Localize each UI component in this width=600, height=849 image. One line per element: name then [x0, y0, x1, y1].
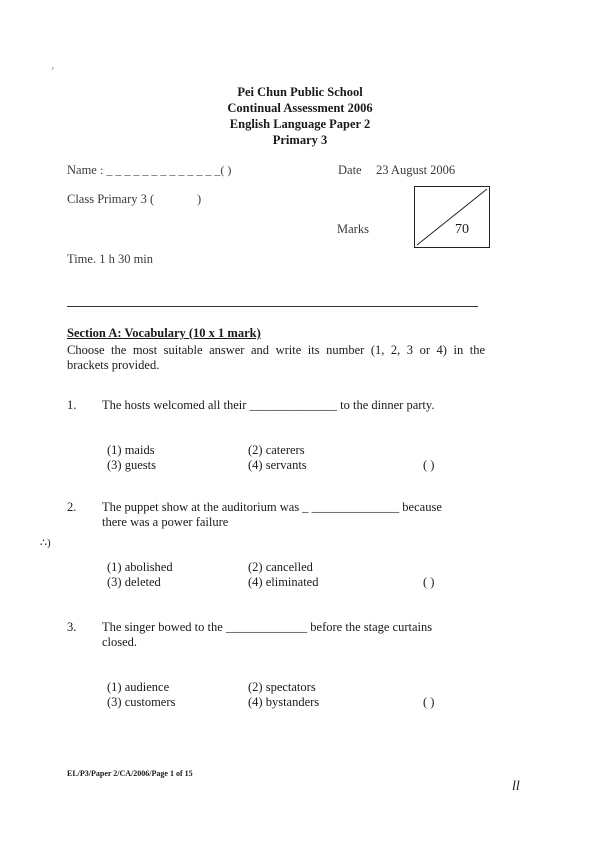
scan-mark-left: ∴)	[40, 537, 51, 549]
section-instruction-line1: Choose the most suitable answer and write its number (1, 2, 3 or 4) in the	[67, 343, 485, 357]
option-3: (3) guests	[107, 458, 156, 472]
header-divider	[67, 306, 478, 307]
option-2: (2) cancelled	[248, 560, 313, 574]
section-instruction-line2: brackets provided.	[67, 358, 160, 372]
question-text: The hosts welcomed all their ______________ to the dinner party.	[102, 398, 435, 412]
option-4: (4) bystanders	[248, 695, 320, 709]
marks-label: Marks	[337, 222, 369, 236]
question-text-cont: closed.	[102, 635, 138, 649]
option-3: (3) customers	[107, 695, 176, 709]
question-text: The singer bowed to the _____________ before the stage curtains	[102, 620, 433, 634]
scan-mark-top: ′	[52, 66, 54, 76]
question-number: 2.	[67, 500, 77, 514]
marks-box	[414, 186, 490, 248]
question-text: The puppet show at the auditorium was _ ______________ because	[102, 500, 442, 514]
class-close: )	[197, 192, 202, 206]
name-label: Name	[67, 163, 97, 177]
option-2: (2) caterers	[248, 443, 305, 457]
level-title: Primary 3	[272, 133, 328, 147]
question-text-cont: there was a power failure	[102, 515, 229, 529]
question-number: 1.	[67, 398, 77, 412]
option-4: (4) eliminated	[248, 575, 319, 589]
section-title: Section A: Vocabulary (10 x 1 mark)	[67, 326, 261, 340]
answer-bracket[interactable]: ( )	[423, 695, 435, 709]
school-name: Pei Chun Public School	[237, 85, 363, 99]
page-footer-code: EL/P3/Paper 2/CA/2006/Page 1 of 15	[67, 769, 193, 778]
option-2: (2) spectators	[248, 680, 316, 694]
answer-bracket[interactable]: ( )	[423, 458, 435, 472]
date-label: Date	[338, 163, 362, 177]
date-value: 23 August 2006	[376, 163, 456, 177]
name-blank: : _ _ _ _ _ _ _ _ _ _ _ _ _( )	[100, 163, 232, 177]
question-number: 3.	[67, 620, 77, 634]
assessment-title: Continual Assessment 2006	[227, 101, 373, 115]
time-label: Time. 1 h 30 min	[67, 252, 154, 266]
answer-bracket[interactable]: ( )	[423, 575, 435, 589]
option-1: (1) audience	[107, 680, 170, 694]
class-label: Class Primary 3 (	[67, 192, 155, 206]
option-3: (3) deleted	[107, 575, 161, 589]
marks-divider	[415, 187, 489, 247]
option-4: (4) servants	[248, 458, 307, 472]
paper-title: English Language Paper 2	[229, 117, 371, 131]
option-1: (1) abolished	[107, 560, 173, 574]
option-1: (1) maids	[107, 443, 155, 457]
marker-initials: ll	[512, 779, 520, 794]
marks-total: 70	[455, 222, 469, 237]
